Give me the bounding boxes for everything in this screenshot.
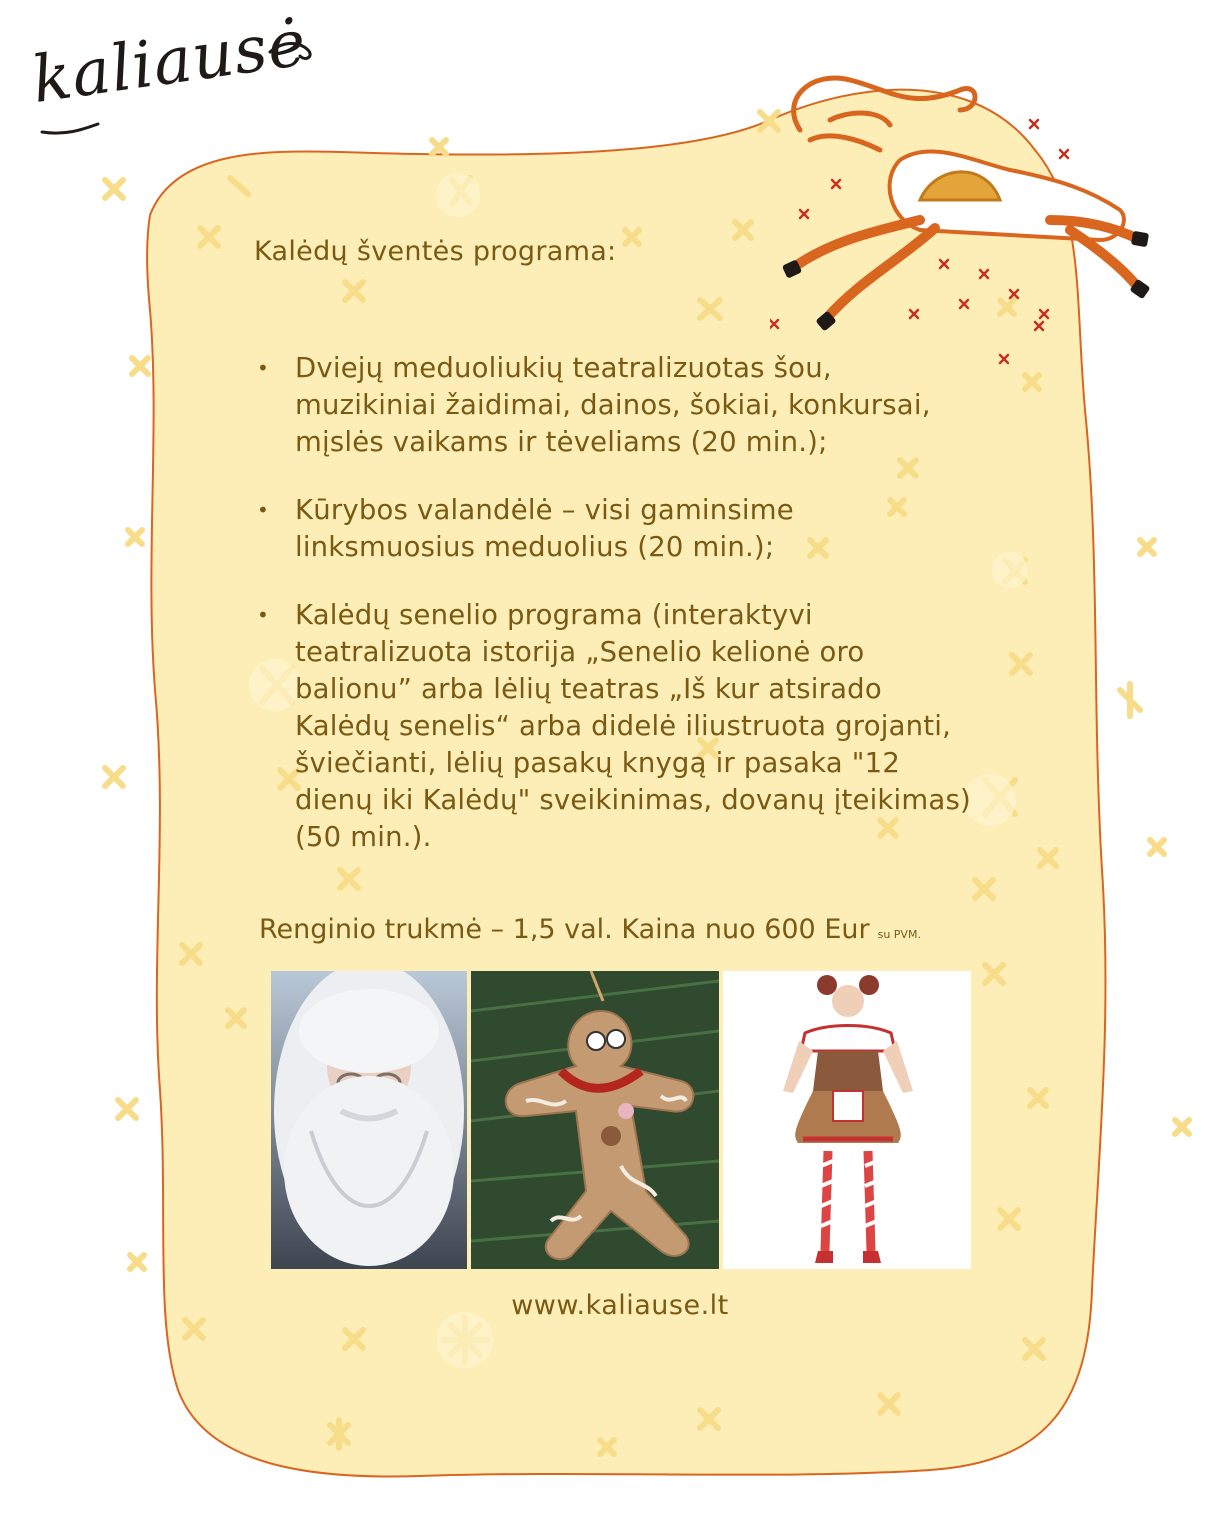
website-link[interactable]: www.kaliause.lt [511, 1290, 729, 1321]
page-title: Kalėdų šventės programa: [254, 236, 617, 267]
logo[interactable]: kaliausė [27, 6, 312, 118]
gingerbread-costume-photo [723, 971, 971, 1269]
bullet-icon: • [257, 498, 269, 522]
program-list [254, 350, 974, 887]
list-item [254, 492, 974, 566]
list-item [254, 350, 974, 461]
vat-note: su PVM. [877, 928, 921, 941]
gingerbread-ornament-photo [471, 971, 719, 1269]
price-info [259, 914, 921, 945]
price-text: Renginio trukmė – 1,5 val. Kaina nuo 600 Eur [259, 914, 870, 945]
list-item-text: Kūrybos valandėlė – visi gaminsime linksmuosius meduolius (20 min.); [295, 494, 794, 563]
list-item-text: Dviejų meduoliukių teatralizuotas šou, muzikiniai žaidimai, dainos, šokiai, konkursai, mįslės vaikams ir tėveliams (20 min.); [295, 352, 931, 458]
list-item-text: Kalėdų senelio programa (interaktyvi teatralizuota istorija „Senelio kelionė oro balionu” arba lėlių teatras „Iš kur atsirado Kalėdų senelis“ arba didelė iliustruota grojanti, šviečianti, lėlių pasakų knygą ir pasaka "12 dienų iki Kalėdų" sveikinimas, dovanų įteikimas) (50 min.). [295, 599, 971, 853]
bullet-icon: • [257, 603, 269, 627]
bullet-icon: • [257, 356, 269, 380]
santa-photo [271, 971, 467, 1269]
reindeer-icon [770, 70, 1160, 380]
list-item [254, 597, 974, 856]
